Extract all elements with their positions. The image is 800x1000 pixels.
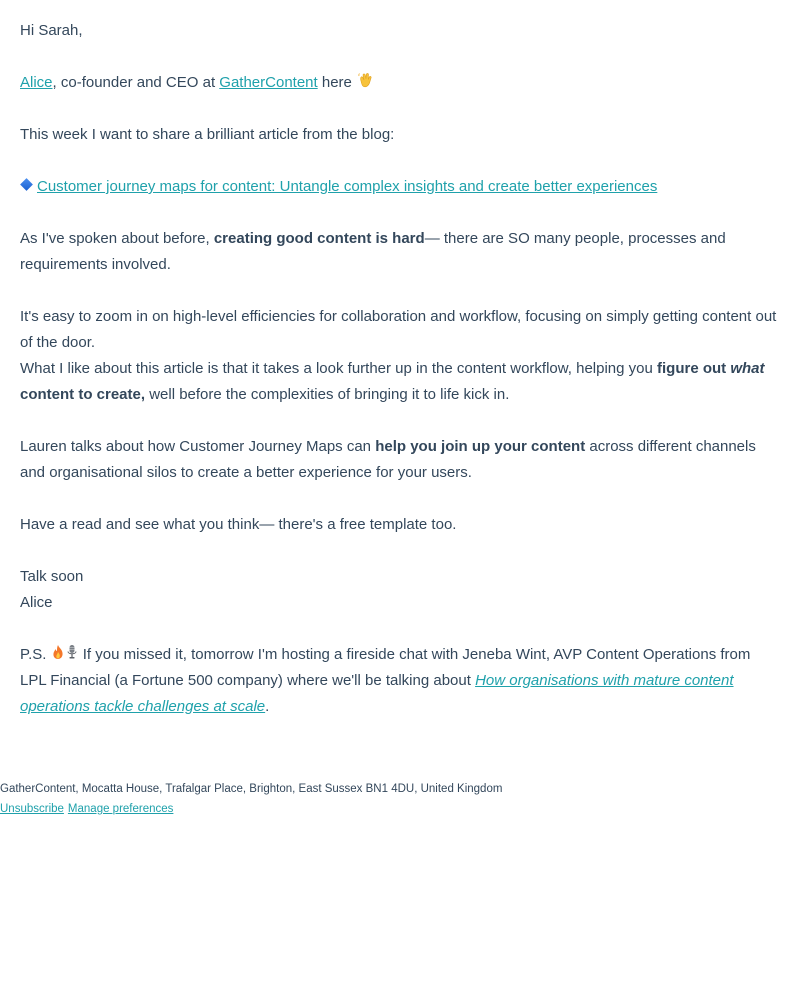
fire-icon — [51, 644, 65, 660]
intro-line: Alice, co-founder and CEO at GatherContent here — [20, 70, 780, 96]
manage-preferences-link[interactable]: Manage preferences — [67, 803, 174, 815]
waving-hand-icon — [358, 72, 372, 88]
article-line — [20, 174, 780, 200]
unsubscribe-link[interactable]: Unsubscribe — [0, 803, 64, 815]
signature: Alice — [20, 594, 53, 611]
share-line: This week I want to share a brilliant article from the blog: — [20, 126, 395, 143]
paragraph-2-line-1: It's easy to zoom in on high-level efficiencies for collaboration and workflow, focusing on simply getting content out of the door. — [20, 308, 777, 351]
postscript: P.S. If you missed it, tomorrow I'm hosting a fireside chat with Jeneba Wint, AVP Content Operations from LPL Financial (a Fortune 500 company) where we'll be talking about How organisations with mature content operations tackle challenges at scale. — [20, 646, 751, 715]
paragraph-3: Lauren talks about how Customer Journey Maps can help you join up your content across different channels and organisational silos to create a better experience for your users. — [20, 438, 756, 481]
microphone-icon — [65, 644, 79, 660]
sender-link[interactable]: Alice — [20, 74, 53, 91]
blue-diamond-icon — [20, 178, 33, 191]
sign-off: Talk soon — [20, 568, 84, 585]
paragraph-1: As I've spoken about before, creating good content is hard— there are SO many people, processes and requirements involved. — [20, 230, 726, 273]
email-body — [20, 18, 780, 720]
paragraph-2-line-2: What I like about this article is that it takes a look further up in the content workflow, helping you figure out what content to create, well before the complexities of bringing it to life kick in. — [20, 360, 765, 403]
company-link[interactable]: GatherContent — [219, 74, 318, 91]
greeting: Hi Sarah, — [20, 22, 83, 39]
company-address: GatherContent, Mocatta House, Trafalgar Place, Brighton, East Sussex BN1 4DU, United Kingdom — [0, 783, 503, 795]
paragraph-4: Have a read and see what you think— there's a free template too. — [20, 516, 457, 533]
email-footer — [0, 779, 502, 819]
footer-links — [0, 799, 502, 819]
article-link[interactable]: Customer journey maps for content: Untangle complex insights and create better experiences — [37, 178, 658, 195]
fireside-chat-link[interactable]: How organisations with mature content operations tackle challenges at scale — [20, 672, 734, 715]
